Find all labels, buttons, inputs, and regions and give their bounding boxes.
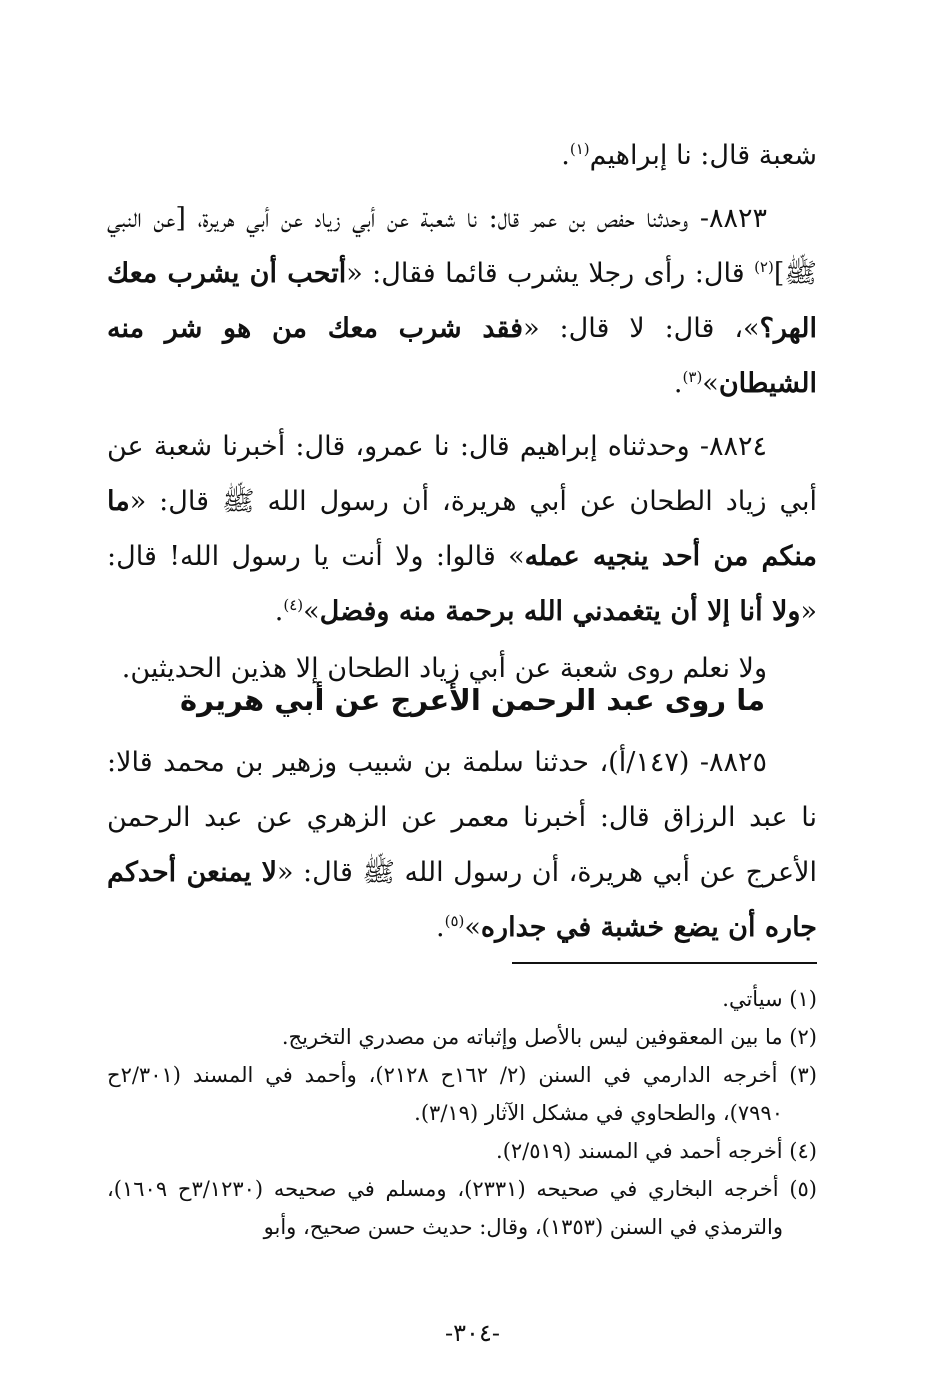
footnote-3: (٣) أخرجه الدارمي في السنن (٢/ ١٦٢ح ٢١٢٨)، وأحمد في المسند (٢/٣٠١ح ٧٩٩٠)، والطحاوي في مشكل الآثار (٣/١٩). — [107, 1063, 817, 1125]
hadith-text: ٨٨٢٥- (١٤٧/أ)، حدثنا سلمة بن شبيب وزهير بن محمد قالا: نا عبد الرزاق قال: أخبرنا معمر عن الزهري عن عبد الرحمن الأعرج عن أبي هريرة، أن رسول الله ﷺ قال: « — [107, 747, 817, 888]
paragraph-continuation — [107, 128, 817, 183]
remark-text: ولا نعلم روى شعبة عن أبي زياد الطحان إلا هذين الحديثين. — [121, 653, 767, 684]
paragraph-end: . — [436, 912, 445, 943]
hadith-quote: لا يمنعن أحدكم جاره أن يضع خشبة في جداره — [107, 857, 817, 943]
footnote-ref: (٥) — [444, 912, 465, 930]
hadith-quote: ما منكم من أحد ينجيه عمله — [107, 486, 817, 572]
paragraph-end: . — [274, 596, 284, 627]
footnote-1: (١) سيأتي. — [722, 987, 817, 1011]
paragraph-end: . — [673, 368, 683, 399]
footnote-ref: (١) — [569, 140, 590, 158]
footnote-5: (٥) أخرجه البخاري في صحيحه (٢٣٣١)، ومسلم في صحيحه (٣/١٢٣٠ح ١٦٠٩)، والترمذي في السنن (١٣٥٣)، وقال: حديث حسن صحيح، وأبو — [107, 1177, 817, 1239]
section-heading: ما روى عبد الرحمن الأعرج عن أبي هريرة — [179, 683, 766, 717]
hadith-quote: أتحب أن يشرب معك الهر؟ — [107, 258, 817, 344]
hadith-quote: فقد شرب معك من هو شر منه الشيطان — [107, 313, 817, 399]
footnote-4: (٤) أخرجه أحمد في المسند (٢/٥١٩). — [496, 1139, 817, 1163]
footnote-ref: (٢) — [754, 258, 774, 276]
main-text-2 — [107, 735, 817, 955]
page-number: -٣٠٤- — [445, 1319, 500, 1347]
hadith-text: ٨٨٢٤- وحدثناه إبراهيم قال: نا عمرو، قال: أخبرنا شعبة عن أبي زياد الطحان عن أبي هريرة، أن رسول الله ﷺ قال: « — [107, 431, 817, 517]
footnote-ref: (٣) — [682, 368, 703, 386]
footnote-separator — [512, 962, 817, 964]
paragraph-text: شعبة قال: نا إبراهيم — [589, 140, 817, 171]
hadith-8825 — [107, 735, 817, 955]
hadith-text: قال: رأى رجلا يشرب قائما فقال: « — [346, 258, 755, 289]
hadith-8824 — [107, 419, 817, 639]
footnotes — [107, 980, 817, 1246]
hadith-text: » — [464, 912, 481, 943]
hadith-text: »، قال: لا قال: « — [523, 313, 760, 344]
hadith-text: » — [702, 368, 719, 399]
hadith-text: » قالوا: ولا أنت يا رسول الله! قال: « — [107, 541, 817, 627]
footnote-ref: (٤) — [283, 596, 304, 614]
hadith-text: ٨٨٢٣- وحدثنا حفص بن عمر قال: نا شعبة عن أبي زياد عن أبي هريرة، [عن النبي ﷺ] — [107, 203, 817, 289]
hadith-text: » — [303, 596, 320, 627]
footnote-2: (٢) ما بين المعقوفين ليس بالأصل وإثباته من مصدري التخريج. — [281, 1025, 817, 1049]
hadith-quote: ولا أنا إلا أن يتغمدني الله برحمة منه وفضل — [319, 596, 801, 627]
main-text — [107, 128, 817, 696]
hadith-8823 — [107, 191, 817, 411]
paragraph-end: . — [561, 140, 570, 171]
